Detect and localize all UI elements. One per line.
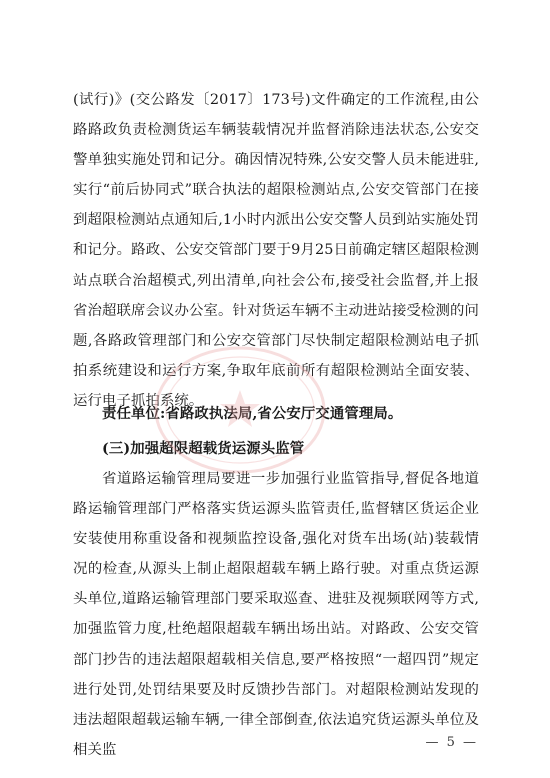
responsibility-line: 责任单位:省路政执法局,省公安厅交通管理局。 — [102, 405, 403, 422]
section-heading: (三)加强超限超载货运源头监管 — [102, 440, 305, 457]
body-paragraph-1: (试行)》(交公路发〔2017〕173号)文件确定的工作流程,由公路路政负责检测货运车辆装载情况并监督消除违法状态,公安交警单独实施处罚和记分。确因情况特殊,公安交警人员未能进驻,实行“前后协同式”联合执法的超限检测站点,公安交管部门在接到超限检测站点通知后,1小时内派出公安交警人员到站实施处罚和记分。路政、公安交管部门要于9月25日前确定辖区超限检测站点联合治超模式,列出清单,向社会公布,接受社会监督,并上报省治超联席会议办公室。针对货运车辆不主动进站接受检测的问题,各路政管理部门和公安交管部门尽快制定超限检测站电子抓拍系统建设和运行方案,争取年底前所有超限检测站全面安装、运行电子抓拍系统。 — [73, 92, 479, 409]
page-number: — 5 — — [425, 735, 478, 750]
body-paragraph-2: 省道路运输管理局要进一步加强行业监管指导,督促各地道路运输管理部门严格落实货运源头监管责任,监督辖区货运企业安装使用称重设备和视频监控设备,强化对货车出场(站)装载情况的检查,从源头上制止超限超载车辆上路行驶。对重点货运源头单位,道路运输管理部门要采取巡查、进驻及视频联网等方式,加强监管力度,杜绝超限超载车辆出场出站。对路政、公安交管部门抄告的违法超限超载相关信息,要严格按照“一超四罚”规定进行处罚,处罚结果要及时反馈抄告部门。对超限检测站发现的违法超限超载运输车辆,一律全部倒查,依法追究货运源头单位及相关监 — [73, 471, 479, 758]
